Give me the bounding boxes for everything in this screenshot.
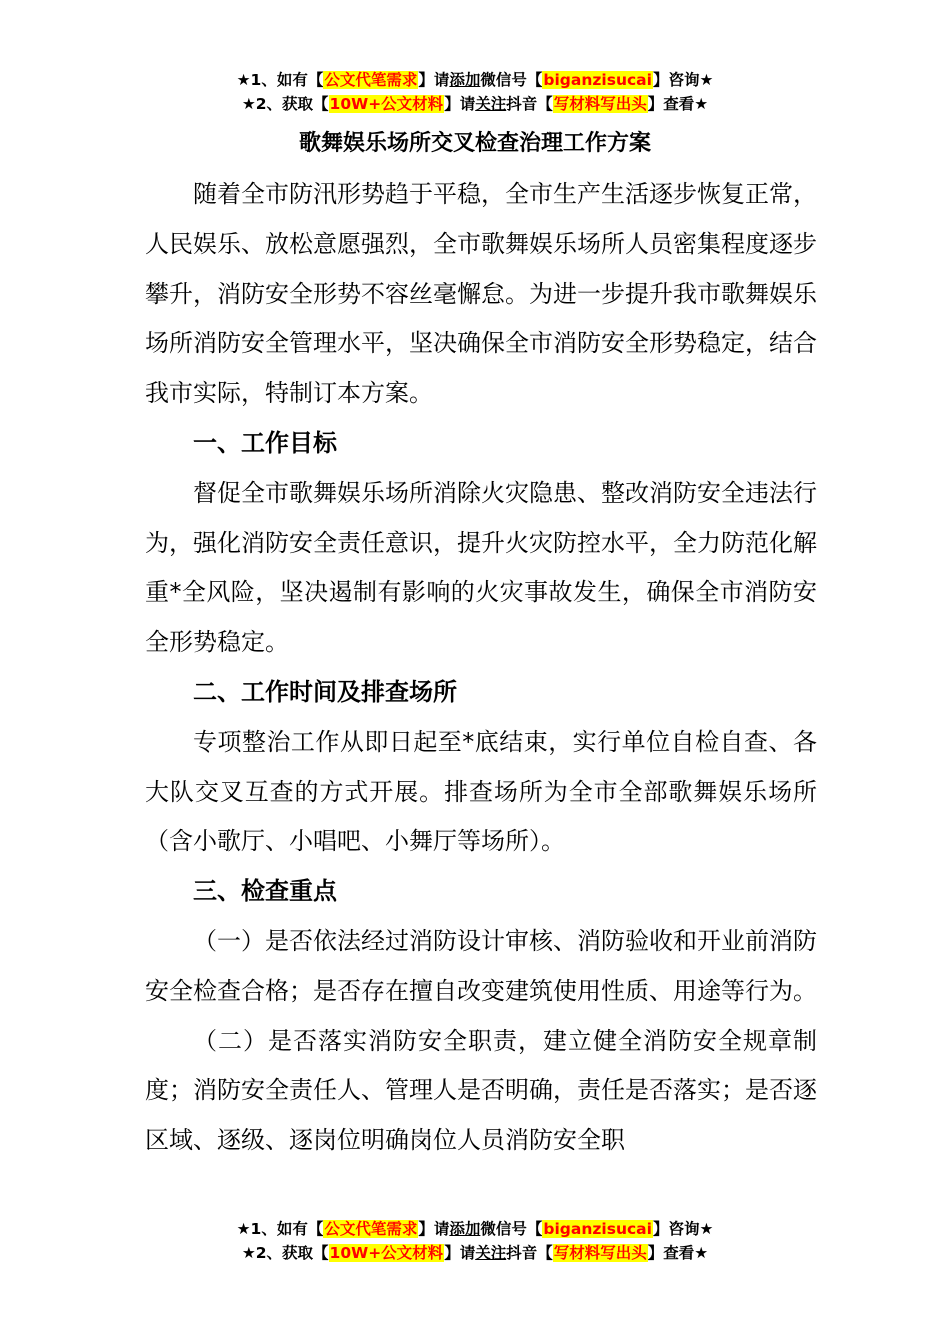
promo-underline: 添加: [449, 71, 481, 89]
section-paragraph-2: 专项整治工作从即日起至*底结束，实行单位自检自查、各大队交叉互查的方式开展。排查场所为全市全部歌舞娱乐场所（含小歌厅、小唱吧、小舞厅等场所）。: [145, 727, 817, 856]
promo-text: 】请: [444, 1244, 476, 1262]
promo-text: 】请: [418, 1220, 450, 1238]
promo-footer: [0, 1217, 950, 1265]
promo-highlight: 公文代笔需求: [324, 1220, 418, 1238]
promo-text: 微信号【: [480, 1220, 543, 1238]
promo-highlight: biganzisucai: [543, 1220, 652, 1238]
promo-line-2: [0, 1241, 950, 1265]
promo-highlight: 10W+公文材料: [329, 95, 444, 113]
promo-line-2: [0, 92, 950, 116]
promo-line-1: [0, 1217, 950, 1241]
promo-header: [0, 68, 950, 116]
promo-text: 】查看★: [647, 95, 709, 113]
promo-text: ★2、获取【: [241, 1244, 329, 1262]
promo-text: 】咨询★: [652, 1220, 714, 1238]
promo-underline: 关注: [475, 1244, 507, 1262]
promo-text: 抖音【: [506, 1244, 553, 1262]
section-heading-2: 二、工作时间及排查场所: [193, 677, 457, 706]
section-heading-3: 三、检查重点: [193, 877, 337, 906]
document-title: 歌舞娱乐场所交叉检查治理工作方案: [298, 131, 651, 156]
section-paragraph-4: （二）是否落实消防安全职责，建立健全消防安全规章制度；消防安全责任人、管理人是否明确，责任是否落实；是否逐区域、逐级、逐岗位明确岗位人员消防安全职: [145, 1026, 817, 1155]
promo-highlight: 写材料写出头: [553, 1244, 647, 1262]
promo-text: 】查看★: [647, 1244, 709, 1262]
promo-highlight: 10W+公文材料: [329, 1244, 444, 1262]
promo-text: 】咨询★: [652, 71, 714, 89]
promo-text: 】请: [444, 95, 476, 113]
promo-text: ★2、获取【: [241, 95, 329, 113]
promo-highlight: 公文代笔需求: [324, 71, 418, 89]
document-body: [145, 170, 817, 1166]
section-paragraph-3: （一）是否依法经过消防设计审核、消防验收和开业前消防安全检查合格；是否存在擅自改变建筑使用性质、用途等行为。: [145, 926, 817, 1005]
promo-text: 抖音【: [506, 95, 553, 113]
promo-text: ★1、如有【: [236, 71, 324, 89]
promo-underline: 添加: [449, 1220, 481, 1238]
promo-text: ★1、如有【: [236, 1220, 324, 1238]
section-heading-1: 一、工作目标: [193, 428, 337, 457]
section-paragraph-1: 督促全市歌舞娱乐场所消除火灾隐患、整改消防安全违法行为，强化消防安全责任意识，提升火灾防控水平，全力防范化解重*全风险，坚决遏制有影响的火灾事故发生，确保全市消防安全形势稳定。: [145, 478, 817, 657]
promo-line-1: [0, 68, 950, 92]
intro-paragraph: 随着全市防汛形势趋于平稳，全市生产生活逐步恢复正常，人民娱乐、放松意愿强烈，全市歌舞娱乐场所人员密集程度逐步攀升，消防安全形势不容丝毫懈怠。为进一步提升我市歌舞娱乐场所消防安全管理水平，坚决确保全市消防安全形势稳定，结合我市实际，特制订本方案。: [145, 180, 817, 408]
promo-text: 】请: [418, 71, 450, 89]
promo-highlight: 写材料写出头: [553, 95, 647, 113]
promo-text: 微信号【: [480, 71, 543, 89]
promo-highlight: biganzisucai: [543, 71, 652, 89]
promo-underline: 关注: [475, 95, 507, 113]
